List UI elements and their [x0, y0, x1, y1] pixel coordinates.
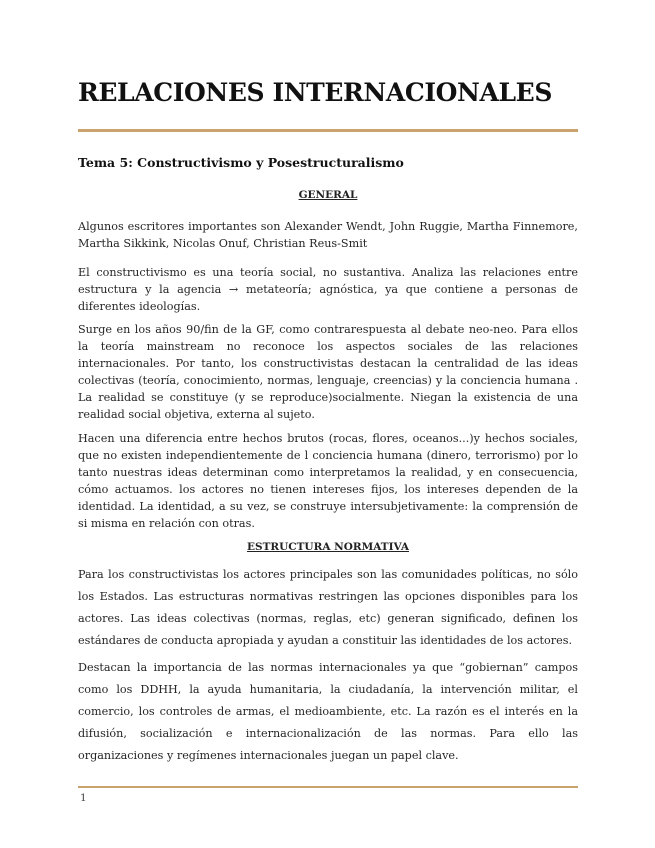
document-title: RELACIONES INTERNACIONALES — [78, 78, 552, 107]
paragraph-norms: Destacan la importancia de las normas internacionales ya que “gobiernan” campos como los DDHH, la ayuda humanitaria, la ciudadanía, la intervención militar, el comercio, los controles de armas, el medioambiente, etc. La razón es el interés en la difusión, socialización e internacionalización de las normas. Para ello las organizaciones y regímenes internacionales juegan un papel clave. — [78, 661, 578, 762]
paragraph-authors: Algunos escritores importantes son Alexander Wendt, John Ruggie, Martha Finnemore, Martha Sikkink, Nicolas Onuf, Christian Reus-Smit — [78, 220, 578, 250]
page-number: 1 — [80, 792, 87, 804]
paragraph-social-theory: El constructivismo es una teoría social, no sustantiva. Analiza las relaciones entre estructura y la agencia → metateoría; agnóstica, ya que contiene a personas de diferentes ideologías. — [78, 266, 578, 313]
topic-heading: Tema 5: Constructivismo y Posestructuralismo — [78, 155, 404, 170]
title-underline-rule — [78, 129, 578, 132]
paragraph-origins: Surge en los años 90/fin de la GF, como contrarespuesta al debate neo-neo. Para ellos la teoría mainstream no reconoce los aspectos sociales de las relaciones internacionales. Por tanto, los constructivistas destacan la centralidad de las ideas colectivas (teoría, conocimiento, normas, lenguaje, creencias) y la conciencia humana . La realidad se constituye (y se reproduce)socialmente. Niegan la existencia de una realidad social objetiva, externa al sujeto. — [78, 323, 578, 421]
footer-rule — [78, 786, 578, 788]
paragraph-actors: Para los constructivistas los actores principales son las comunidades políticas, no sólo los Estados. Las estructuras normativas restringen las opciones disponibles para los actores. Las ideas colectivas (normas, reglas, etc) generan significado, definen los estándares de conducta apropiada y ayudan a constituir las identidades de los actores. — [78, 568, 578, 647]
section-heading-general: GENERAL — [298, 189, 358, 201]
paragraph-facts: Hacen una diferencia entre hechos brutos (rocas, flores, oceanos...)y hechos sociales, que no existen independientemente de l conciencia humana (dinero, terrorismo) por lo tanto nuestras ideas determinan como interpretamos la realidad, y en consecuencia, cómo actuamos. los actores no tienen intereses fijos, los intereses dependen de la identidad. La identidad, a su vez, se construye intersubjetivamente: la comprensión de si misma en relación con otras. — [78, 432, 578, 530]
section-heading-normative: ESTRUCTURA NORMATIVA — [246, 541, 409, 553]
